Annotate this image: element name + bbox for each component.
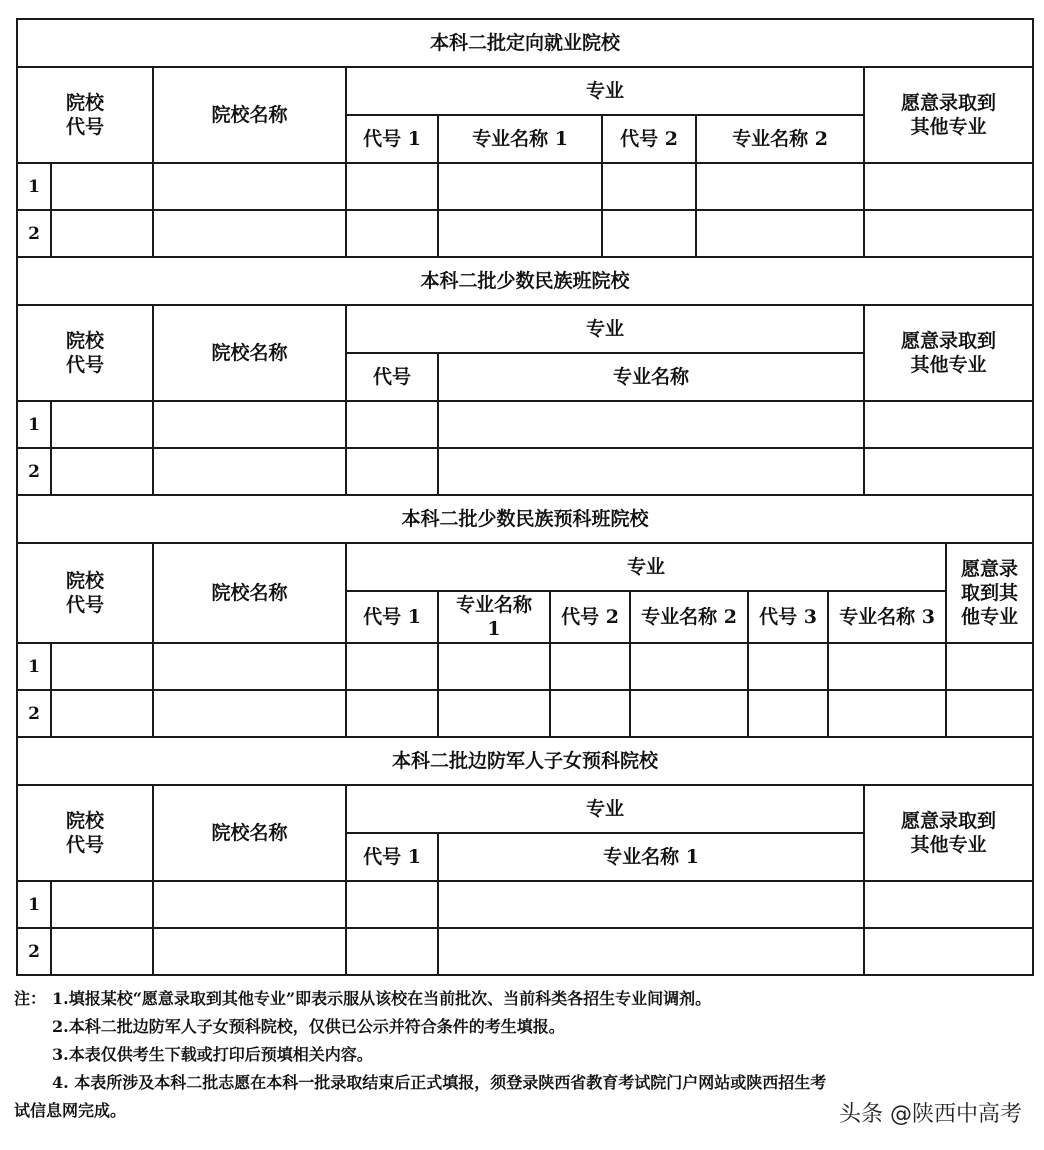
school-code-cell[interactable] — [51, 448, 153, 495]
major-name-1-header — [438, 591, 550, 643]
major-code-1-header: 代号 1 — [346, 115, 438, 163]
major-header: 专业 — [346, 543, 946, 591]
row-number: 1 — [17, 643, 51, 690]
accept-other-cell[interactable] — [864, 401, 1033, 448]
note-item: 4. 本表所涉及本科二批志愿在本科一批录取结束后正式填报，须登录陕西省教育考试院门户网站或陕西招生考 — [52, 1073, 827, 1092]
school-name-cell[interactable] — [153, 401, 346, 448]
section-border-military-children-preparatory — [16, 736, 1034, 976]
major-code-3-header: 代号 3 — [748, 591, 828, 643]
school-code-header — [17, 543, 153, 643]
accept-other-label: 愿意录 取到其 他专业 — [961, 558, 1019, 628]
section-ethnic-minority-class — [16, 256, 1034, 496]
accept-other-label: 愿意录取到 其他专业 — [901, 92, 997, 138]
major-name-cell[interactable] — [438, 448, 864, 495]
accept-other-label: 愿意录取到 其他专业 — [901, 810, 997, 856]
accept-other-cell[interactable] — [946, 690, 1033, 737]
accept-other-cell[interactable] — [864, 881, 1033, 928]
school-code-label: 院校 代号 — [65, 810, 104, 856]
major-name-cell[interactable] — [438, 401, 864, 448]
major-header: 专业 — [346, 67, 864, 115]
major-name-1-label: 专业名称 1 — [455, 594, 532, 640]
row-number: 2 — [17, 448, 51, 495]
school-code-cell[interactable] — [51, 928, 153, 975]
section-directed-employment — [16, 18, 1034, 258]
major-code-2-header: 代号 2 — [602, 115, 696, 163]
school-code-header — [17, 67, 153, 163]
major-header: 专业 — [346, 785, 864, 833]
section-title: 本科二批少数民族预科班院校 — [17, 495, 1033, 543]
major-header: 专业 — [346, 305, 864, 353]
row-number: 1 — [17, 881, 51, 928]
major-name-1-cell[interactable] — [438, 690, 550, 737]
major-code-cell[interactable] — [346, 401, 438, 448]
major-code-3-cell[interactable] — [748, 643, 828, 690]
watermark: 头条 @陕西中高考 — [839, 1102, 1022, 1127]
major-name-3-header: 专业名称 3 — [828, 591, 946, 643]
accept-other-header — [864, 305, 1033, 401]
major-code-1-cell[interactable] — [346, 643, 438, 690]
school-name-header: 院校名称 — [153, 67, 346, 163]
major-name-2-cell[interactable] — [630, 643, 748, 690]
school-name-header: 院校名称 — [153, 305, 346, 401]
school-name-cell[interactable] — [153, 210, 346, 257]
major-name-1-cell[interactable] — [438, 210, 602, 257]
major-name-header: 专业名称 — [438, 353, 864, 401]
accept-other-cell[interactable] — [946, 643, 1033, 690]
major-code-2-cell[interactable] — [550, 690, 630, 737]
school-name-header: 院校名称 — [153, 785, 346, 881]
volunteer-form — [16, 18, 1032, 976]
school-name-header: 院校名称 — [153, 543, 346, 643]
major-name-1-cell[interactable] — [438, 643, 550, 690]
major-name-3-cell[interactable] — [828, 643, 946, 690]
row-number: 1 — [17, 401, 51, 448]
row-number: 2 — [17, 928, 51, 975]
note-item: 3.本表仅供考生下载或打印后预填相关内容。 — [52, 1045, 373, 1064]
note-item: 2.本科二批边防军人子女预科院校，仅供已公示并符合条件的考生填报。 — [52, 1017, 565, 1036]
major-name-2-cell[interactable] — [630, 690, 748, 737]
accept-other-header — [864, 785, 1033, 881]
major-code-1-header: 代号 1 — [346, 591, 438, 643]
major-code-2-cell[interactable] — [550, 643, 630, 690]
school-name-cell[interactable] — [153, 163, 346, 210]
major-name-2-cell[interactable] — [696, 163, 864, 210]
major-name-1-cell[interactable] — [438, 881, 864, 928]
row-number: 2 — [17, 690, 51, 737]
school-name-cell[interactable] — [153, 643, 346, 690]
major-code-cell[interactable] — [346, 448, 438, 495]
accept-other-label: 愿意录取到 其他专业 — [901, 330, 997, 376]
major-code-2-cell[interactable] — [602, 210, 696, 257]
note-item: 试信息网完成。 — [14, 1101, 127, 1120]
school-code-label: 院校 代号 — [65, 570, 104, 616]
school-name-cell[interactable] — [153, 928, 346, 975]
school-name-cell[interactable] — [153, 690, 346, 737]
major-name-2-cell[interactable] — [696, 210, 864, 257]
note-item — [14, 985, 1036, 1013]
school-code-cell[interactable] — [51, 163, 153, 210]
major-name-1-header: 专业名称 1 — [438, 115, 602, 163]
major-code-3-cell[interactable] — [748, 690, 828, 737]
notes-prefix: 注： — [14, 989, 47, 1008]
school-code-cell[interactable] — [51, 210, 153, 257]
major-name-2-header: 专业名称 2 — [696, 115, 864, 163]
major-name-1-cell[interactable] — [438, 163, 602, 210]
major-code-1-cell[interactable] — [346, 163, 438, 210]
major-name-1-header: 专业名称 1 — [438, 833, 864, 881]
accept-other-cell[interactable] — [864, 163, 1033, 210]
accept-other-header — [946, 543, 1033, 643]
major-code-1-cell[interactable] — [346, 928, 438, 975]
row-number: 1 — [17, 163, 51, 210]
section-ethnic-minority-preparatory — [16, 494, 1034, 738]
row-number: 2 — [17, 210, 51, 257]
major-name-3-cell[interactable] — [828, 690, 946, 737]
accept-other-header — [864, 67, 1033, 163]
school-code-label: 院校 代号 — [65, 330, 104, 376]
school-name-cell[interactable] — [153, 448, 346, 495]
accept-other-cell[interactable] — [864, 928, 1033, 975]
school-code-label: 院校 代号 — [65, 92, 104, 138]
school-name-cell[interactable] — [153, 881, 346, 928]
major-code-header: 代号 — [346, 353, 438, 401]
school-code-header — [17, 305, 153, 401]
accept-other-cell[interactable] — [864, 210, 1033, 257]
major-code-2-header: 代号 2 — [550, 591, 630, 643]
section-title: 本科二批少数民族班院校 — [17, 257, 1033, 305]
school-code-cell[interactable] — [51, 401, 153, 448]
major-code-1-cell[interactable] — [346, 210, 438, 257]
school-code-cell[interactable] — [51, 881, 153, 928]
section-title: 本科二批边防军人子女预科院校 — [17, 737, 1033, 785]
major-name-1-cell[interactable] — [438, 928, 864, 975]
major-code-1-cell[interactable] — [346, 690, 438, 737]
major-code-2-cell[interactable] — [602, 163, 696, 210]
major-code-1-cell[interactable] — [346, 881, 438, 928]
major-code-1-header: 代号 1 — [346, 833, 438, 881]
section-title: 本科二批定向就业院校 — [17, 19, 1033, 67]
school-code-cell[interactable] — [51, 690, 153, 737]
accept-other-cell[interactable] — [864, 448, 1033, 495]
note-text: 1.填报某校“愿意录取到其他专业”即表示服从该校在当前批次、当前科类各招生专业间调剂。 — [52, 989, 712, 1008]
school-code-header — [17, 785, 153, 881]
school-code-cell[interactable] — [51, 643, 153, 690]
major-name-2-header: 专业名称 2 — [630, 591, 748, 643]
